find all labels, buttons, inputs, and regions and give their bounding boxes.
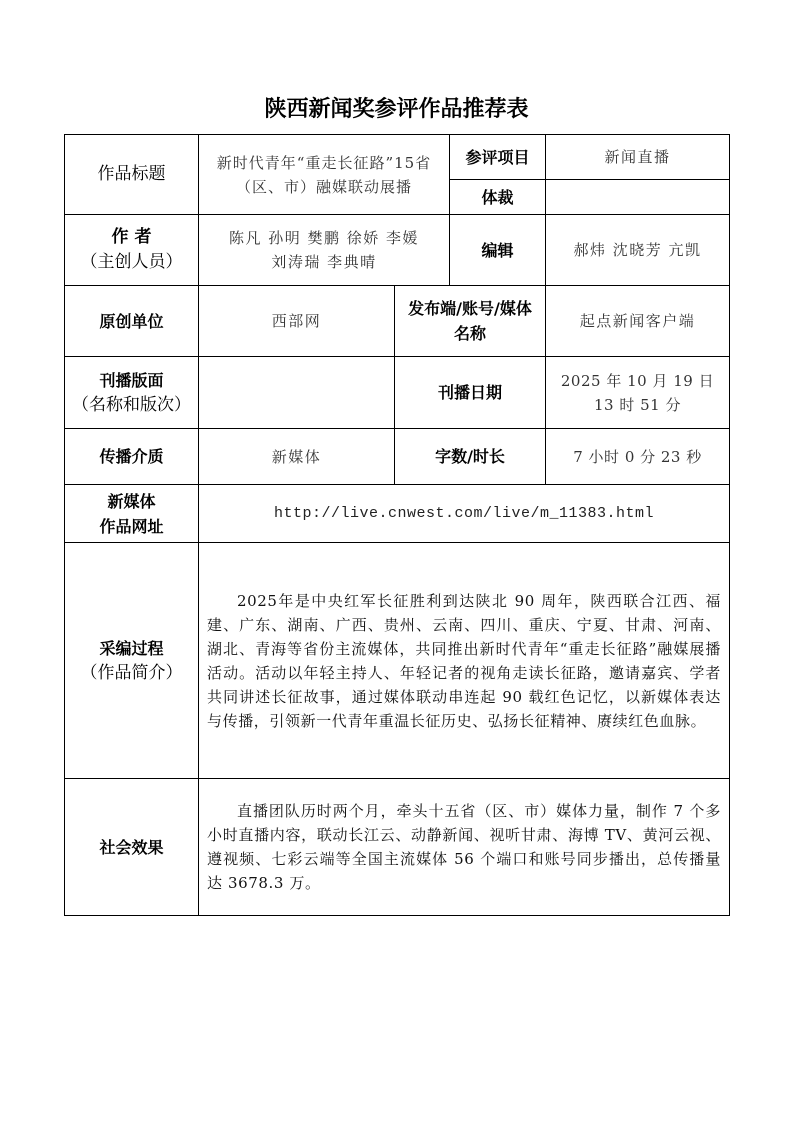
date-value-line2: 13 时 51 分 bbox=[594, 395, 681, 414]
url-label-line2: 作品网址 bbox=[99, 516, 164, 536]
origin-label-cell bbox=[64, 285, 199, 357]
work-title-value-cell bbox=[198, 134, 450, 215]
effect-label-cell bbox=[64, 778, 199, 916]
origin-label: 原创单位 bbox=[99, 311, 164, 331]
date-label: 刊播日期 bbox=[437, 383, 502, 402]
effect-text-cell bbox=[198, 778, 730, 916]
authors-label-line2: （主创人员） bbox=[80, 252, 183, 272]
url-label-line1: 新媒体 bbox=[107, 491, 156, 511]
authors-value-cell bbox=[198, 214, 450, 286]
process-text: 2025年是中央红军长征胜利到达陕北 90 周年，陕西联合江西、福建、广东、湖南、广西、贵州、云南、四川、重庆、宁夏、甘肃、河南、湖北、青海等省份主流媒体，共同推出新时代青年“重走长征路”融媒展播活动。活动以年轻主持人、年轻记者的视角走读长征路，邀请嘉宾、学者共同讲述长征故事，通过媒体联动串连起 90 载红色记忆，以新媒体表达与传播，引领新一代青年重温长征历史、弘扬长征精神、赓续红色血脉。 bbox=[207, 591, 721, 730]
category-value-cell bbox=[545, 134, 730, 180]
authors-label-line1: 作 者 bbox=[111, 227, 152, 247]
layout-label-line2: （名称和版次） bbox=[72, 394, 191, 415]
origin-value-cell bbox=[198, 285, 395, 357]
length-value: 7 小时 0 分 23 秒 bbox=[573, 447, 702, 466]
medium-value-cell bbox=[198, 428, 395, 485]
publisher-value-cell bbox=[545, 285, 730, 357]
medium-label-cell bbox=[64, 428, 199, 485]
medium-value: 新媒体 bbox=[271, 447, 322, 466]
genre-label-cell bbox=[449, 179, 546, 215]
work-title-label-cell bbox=[64, 134, 199, 215]
medium-label: 传播介质 bbox=[99, 447, 164, 466]
publisher-label-cell bbox=[394, 285, 546, 357]
process-label-cell bbox=[64, 542, 199, 779]
date-value-cell bbox=[545, 356, 730, 429]
effect-label: 社会效果 bbox=[99, 837, 164, 857]
url-label-cell bbox=[64, 484, 199, 543]
category-value: 新闻直播 bbox=[604, 148, 671, 166]
editor-label: 编辑 bbox=[481, 240, 514, 260]
layout-label-line1: 刊播版面 bbox=[99, 370, 164, 390]
length-label-cell bbox=[394, 428, 546, 485]
category-label: 参评项目 bbox=[465, 147, 530, 167]
layout-label-cell bbox=[64, 356, 199, 429]
effect-text: 直播团队历时两个月，牵头十五省（区、市）媒体力量，制作 7 个多小时直播内容，联动长江云、动静新闻、视听甘肃、海博 TV、黄河云视、遵视频、七彩云端等全国主流媒体 56 个端口和账号同步播出，总传播量达 3678.3 万。 bbox=[207, 802, 721, 892]
length-value-cell bbox=[545, 428, 730, 485]
editor-value-cell bbox=[545, 214, 730, 286]
work-title-value: 新时代青年“重走长征路”15省（区、市）融媒联动展播 bbox=[216, 153, 432, 196]
publisher-label: 发布端/账号/媒体名称 bbox=[408, 299, 532, 343]
date-label-cell bbox=[394, 356, 546, 429]
genre-value-cell bbox=[545, 179, 730, 215]
work-title-label: 作品标题 bbox=[97, 164, 166, 184]
url-value-cell bbox=[198, 484, 730, 543]
authors-label-cell bbox=[64, 214, 199, 286]
authors-value-line2: 刘涛瑞 李典晴 bbox=[271, 253, 377, 271]
process-label-line2: （作品简介） bbox=[80, 662, 183, 683]
layout-value-cell bbox=[198, 356, 395, 429]
page-title: 陕西新闻奖参评作品推荐表 bbox=[264, 96, 529, 122]
editor-value: 郝炜 沈晓芳 亢凯 bbox=[573, 241, 702, 259]
length-label: 字数/时长 bbox=[435, 447, 505, 466]
publisher-value: 起点新闻客户端 bbox=[579, 312, 696, 330]
category-label-cell bbox=[449, 134, 546, 180]
origin-value: 西部网 bbox=[271, 312, 322, 330]
genre-label: 体裁 bbox=[481, 187, 514, 207]
editor-label-cell bbox=[449, 214, 546, 286]
work-url-link[interactable]: http://live.cnwest.com/live/m_11383.html bbox=[273, 505, 655, 522]
date-value-line1: 2025 年 10 月 19 日 bbox=[560, 371, 715, 390]
authors-value-line1: 陈凡 孙明 樊鹏 徐娇 李媛 bbox=[228, 229, 420, 247]
process-text-cell bbox=[198, 542, 730, 779]
process-label-line1: 采编过程 bbox=[99, 638, 164, 658]
